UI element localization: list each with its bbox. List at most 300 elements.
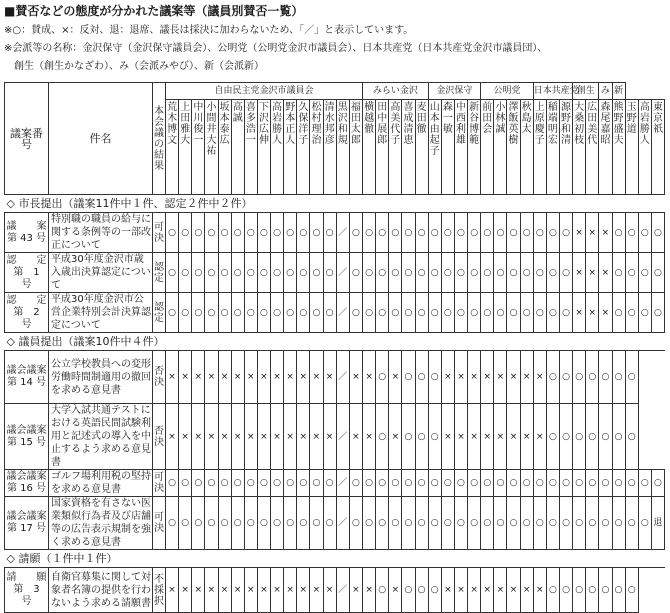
vote-mark: ○ — [625, 470, 638, 497]
vote-mark: ○ — [520, 497, 533, 550]
vote-mark: ○ — [546, 293, 559, 333]
vote-mark: × — [166, 404, 179, 470]
bill-result-text: 認定 — [154, 261, 164, 284]
vote-mark: ○ — [271, 470, 284, 497]
vote-mark: × — [494, 568, 507, 613]
vote-mark: × — [481, 351, 494, 404]
vote-mark: ○ — [520, 253, 533, 293]
vote-mark: ○ — [612, 351, 625, 404]
vote-mark: ○ — [428, 293, 441, 333]
bill-number — [5, 497, 49, 550]
vote-mark: ○ — [441, 470, 454, 497]
vote-mark: ○ — [257, 497, 270, 550]
vote-mark: × — [573, 213, 586, 253]
vote-mark: × — [573, 253, 586, 293]
member-name-header — [363, 100, 376, 195]
vote-mark: ○ — [559, 351, 572, 404]
vote-mark: ○ — [205, 470, 218, 497]
vote-mark: ○ — [546, 253, 559, 293]
member-name-header — [573, 100, 586, 195]
vote-mark: × — [310, 568, 323, 613]
vote-mark: ○ — [507, 253, 520, 293]
section-heading: ◇ 市長提出（議案11件中１件、認定２件中２件） — [5, 195, 665, 213]
vote-mark: ○ — [481, 470, 494, 497]
vote-mark: ○ — [402, 351, 415, 404]
column-header-number: 議案番号 — [5, 83, 49, 195]
vote-mark: ○ — [192, 293, 205, 333]
vote-mark: ○ — [257, 470, 270, 497]
bill-number-type: 議 案 — [6, 220, 47, 232]
vote-mark: ○ — [310, 470, 323, 497]
vote-mark: × — [231, 351, 244, 404]
vote-table — [4, 82, 665, 613]
vote-mark: ○ — [349, 497, 362, 550]
vote-mark: × — [271, 568, 284, 613]
bill-result — [153, 351, 166, 404]
vote-mark: ○ — [612, 253, 625, 293]
vote-mark: ○ — [533, 470, 546, 497]
vote-mark: ○ — [166, 497, 179, 550]
vote-mark: ○ — [389, 213, 402, 253]
vote-mark: ○ — [323, 253, 336, 293]
vote-mark: ○ — [271, 497, 284, 550]
vote-mark: × — [468, 351, 481, 404]
member-name-header-text: 田中展郎 — [377, 102, 388, 146]
vote-mark: ○ — [546, 351, 559, 404]
vote-mark: ○ — [402, 293, 415, 333]
vote-mark: ○ — [192, 253, 205, 293]
vote-mark: ○ — [651, 213, 664, 253]
member-name-header-text: 新谷博範 — [469, 102, 480, 146]
party-group-header: 日本共産党 — [533, 83, 572, 100]
vote-mark: × — [257, 351, 270, 404]
vote-mark: ○ — [573, 568, 586, 613]
vote-mark: × — [349, 568, 362, 613]
vote-mark: ○ — [231, 293, 244, 333]
bill-number — [5, 404, 49, 470]
vote-mark: ○ — [363, 293, 376, 333]
bill-title: 公立学校教員への変形労働時間制適用の撤回を求める意見書 — [49, 351, 153, 404]
vote-mark: ○ — [599, 497, 612, 550]
vote-mark: × — [323, 568, 336, 613]
vote-mark: ○ — [415, 404, 428, 470]
vote-mark: ○ — [428, 568, 441, 613]
member-name-header-text: 黒沢和規 — [337, 102, 348, 146]
vote-mark: ○ — [573, 470, 586, 497]
bill-title: 大学入試共通テストにおける英語民間試験利用と記述式の導入を中止するよう求める意見書 — [49, 404, 153, 470]
vote-mark: × — [271, 351, 284, 404]
vote-mark: ○ — [218, 253, 231, 293]
vote-mark: ○ — [533, 253, 546, 293]
member-name-header-text: 澤飯英樹 — [508, 102, 519, 146]
vote-mark: ○ — [376, 497, 389, 550]
member-name-header — [559, 100, 572, 195]
vote-mark: ○ — [546, 568, 559, 613]
table-row — [5, 470, 665, 497]
vote-mark: × — [494, 351, 507, 404]
vote-mark: ○ — [205, 213, 218, 253]
vote-mark: ○ — [179, 293, 192, 333]
vote-mark: ○ — [376, 351, 389, 404]
vote-mark: ○ — [507, 470, 520, 497]
vote-mark: ○ — [363, 253, 376, 293]
bill-result — [153, 568, 166, 613]
vote-mark: × — [520, 404, 533, 470]
vote-mark: × — [389, 404, 402, 470]
vote-mark: ○ — [586, 568, 599, 613]
vote-mark: ○ — [520, 213, 533, 253]
vote-mark: ○ — [205, 253, 218, 293]
vote-mark: ○ — [297, 213, 310, 253]
vote-mark: ○ — [612, 404, 625, 470]
vote-mark: × — [205, 404, 218, 470]
vote-mark: ○ — [402, 404, 415, 470]
bill-result — [153, 497, 166, 550]
vote-mark: × — [284, 568, 297, 613]
vote-mark: ○ — [166, 293, 179, 333]
section-row — [5, 550, 665, 568]
vote-mark: ○ — [323, 213, 336, 253]
vote-mark: ○ — [415, 253, 428, 293]
bill-result — [153, 213, 166, 253]
vote-mark: ○ — [559, 568, 572, 613]
vote-mark: ○ — [573, 497, 586, 550]
table-row — [5, 293, 665, 333]
member-name-header-text: 福田太郎 — [350, 102, 361, 146]
vote-mark: ○ — [586, 404, 599, 470]
vote-mark: ○ — [205, 497, 218, 550]
vote-mark: ○ — [257, 213, 270, 253]
vote-mark: × — [599, 293, 612, 333]
vote-mark: ○ — [376, 213, 389, 253]
member-name-header — [415, 100, 428, 195]
vote-mark: ○ — [454, 253, 467, 293]
vote-mark: × — [363, 351, 376, 404]
vote-mark: ○ — [376, 253, 389, 293]
vote-mark: ○ — [546, 213, 559, 253]
vote-mark: ○ — [612, 568, 625, 613]
member-name-header — [546, 100, 559, 195]
member-name-header-text: 横越徹 — [364, 102, 375, 135]
vote-mark: × — [231, 404, 244, 470]
vote-mark: × — [257, 404, 270, 470]
vote-mark: × — [454, 351, 467, 404]
vote-mark: × — [349, 404, 362, 470]
member-name-header — [323, 100, 336, 195]
vote-mark: ○ — [573, 404, 586, 470]
vote-mark: ○ — [625, 404, 638, 470]
vote-mark: ○ — [244, 293, 257, 333]
vote-mark: × — [441, 351, 454, 404]
vote-mark: ○ — [244, 497, 257, 550]
vote-mark: ○ — [231, 470, 244, 497]
member-name-header — [638, 100, 651, 195]
vote-mark: × — [441, 568, 454, 613]
vote-mark: ○ — [284, 253, 297, 293]
member-name-header-text: 中西利雄 — [455, 102, 466, 146]
vote-mark: ○ — [441, 253, 454, 293]
vote-mark: × — [271, 404, 284, 470]
vote-mark: ○ — [533, 497, 546, 550]
vote-mark: ○ — [402, 253, 415, 293]
vote-mark: × — [244, 351, 257, 404]
member-name-header-text: 麦田徹 — [416, 102, 427, 135]
member-name-header — [257, 100, 270, 195]
vote-mark: × — [218, 351, 231, 404]
vote-mark: ○ — [625, 351, 638, 404]
vote-mark: ○ — [192, 470, 205, 497]
vote-mark: ○ — [625, 293, 638, 333]
vote-mark: × — [520, 351, 533, 404]
vote-mark: ○ — [415, 470, 428, 497]
bill-number — [5, 253, 49, 293]
vote-mark: ○ — [599, 470, 612, 497]
vote-mark: ○ — [402, 497, 415, 550]
column-header-name: 件名 — [49, 83, 153, 195]
vote-mark: × — [284, 351, 297, 404]
vote-mark: ○ — [468, 293, 481, 333]
bill-title: 国家資格を有さない医業類似行為者及び店舗等の広告表示規制を強く求める意見書 — [49, 497, 153, 550]
column-header-result — [153, 83, 166, 195]
vote-mark: × — [441, 404, 454, 470]
vote-mark: ○ — [349, 253, 362, 293]
vote-mark: ○ — [323, 470, 336, 497]
vote-mark: × — [205, 351, 218, 404]
vote-mark: ○ — [612, 213, 625, 253]
vote-mark: ○ — [192, 213, 205, 253]
member-name-header — [376, 100, 389, 195]
member-name-header-text: 上原慶子 — [534, 102, 545, 146]
vote-mark: ○ — [271, 253, 284, 293]
vote-mark: ○ — [363, 470, 376, 497]
vote-mark: × — [481, 404, 494, 470]
bill-number-value: 第 3 号 — [13, 584, 50, 607]
vote-mark: ○ — [481, 497, 494, 550]
vote-mark: ○ — [376, 404, 389, 470]
party-group-header: 新 — [612, 83, 625, 100]
bill-number — [5, 568, 49, 613]
vote-mark: ○ — [428, 351, 441, 404]
vote-mark: × — [599, 213, 612, 253]
vote-mark: × — [192, 404, 205, 470]
section-row — [5, 333, 665, 351]
member-name-header-text: 高誠 — [232, 102, 243, 124]
vote-mark: 退 — [651, 497, 664, 550]
vote-mark: ○ — [546, 404, 559, 470]
bill-number-value: 第 15 号 — [6, 436, 47, 448]
member-name-header — [520, 100, 533, 195]
vote-mark: ○ — [415, 351, 428, 404]
bill-number — [5, 293, 49, 333]
vote-mark: ○ — [559, 497, 572, 550]
vote-mark: ○ — [363, 213, 376, 253]
vote-mark: ○ — [507, 497, 520, 550]
vote-mark: ○ — [415, 213, 428, 253]
bill-number-type: 議会議案 — [6, 511, 47, 522]
member-name-header-text: 小林誠 — [495, 102, 506, 135]
vote-mark: × — [468, 568, 481, 613]
member-name-header — [612, 100, 625, 195]
member-name-header — [428, 100, 441, 195]
bill-title: 平成30年度金沢市公営企業特別会計決算認定について — [49, 293, 153, 333]
member-name-header — [441, 100, 454, 195]
vote-mark: ○ — [231, 213, 244, 253]
vote-mark: ○ — [376, 568, 389, 613]
vote-mark: ○ — [297, 293, 310, 333]
vote-mark: ○ — [559, 293, 572, 333]
bill-result-text: 可決 — [154, 472, 164, 494]
table-row — [5, 253, 665, 293]
vote-mark: ○ — [481, 293, 494, 333]
vote-mark: ／ — [336, 213, 349, 253]
vote-mark: × — [363, 568, 376, 613]
bill-result-text: 可決 — [154, 512, 164, 534]
member-name-header-text: 荒木博文 — [167, 102, 178, 146]
vote-mark: ○ — [402, 470, 415, 497]
bill-number-type: 認 定 — [6, 254, 47, 266]
vote-mark: ○ — [586, 470, 599, 497]
vote-mark: ○ — [599, 404, 612, 470]
vote-mark: × — [231, 568, 244, 613]
vote-mark: ○ — [179, 470, 192, 497]
section-row — [5, 195, 665, 213]
vote-mark: ○ — [349, 470, 362, 497]
vote-mark: ○ — [494, 293, 507, 333]
vote-mark: × — [481, 568, 494, 613]
bill-result — [153, 293, 166, 333]
vote-mark: ○ — [402, 568, 415, 613]
vote-mark: × — [507, 404, 520, 470]
vote-mark: ○ — [625, 253, 638, 293]
bill-number-type: 議会議案 — [6, 365, 47, 376]
table-row — [5, 213, 665, 253]
member-name-header-text: 久保洋子 — [298, 102, 309, 146]
member-name-header-text: 高岩勝人 — [639, 102, 650, 146]
member-name-header — [389, 100, 402, 195]
bill-number-type: 認 定 — [6, 294, 47, 306]
member-name-header-text: 上田雅大 — [180, 102, 191, 146]
bill-number-value: 第 1 号 — [13, 266, 50, 290]
vote-mark: ○ — [520, 293, 533, 333]
party-names-note: ※会派等の名称：金沢保守（金沢保守議員会）、公明党（公明党金沢市議員会）、日本共産党（日本共産党金沢市議員団）、 — [4, 43, 548, 54]
vote-mark: ○ — [651, 253, 664, 293]
vote-mark: × — [192, 351, 205, 404]
vote-mark: × — [297, 404, 310, 470]
vote-mark: × — [218, 404, 231, 470]
member-name-header-text: 広田美代 — [587, 102, 598, 146]
vote-mark: ○ — [244, 213, 257, 253]
member-name-header — [651, 100, 664, 195]
bill-number-value: 第 43 号 — [6, 232, 47, 244]
vote-mark: ○ — [218, 293, 231, 333]
vote-mark: ○ — [612, 497, 625, 550]
bill-result-text: 否決 — [154, 425, 164, 448]
party-names-note-continued: 創生（創生かなざわ）、み（会派みやび）、新（会派新） — [14, 61, 264, 72]
table-row — [5, 568, 665, 613]
vote-mark: × — [586, 293, 599, 333]
vote-mark: × — [533, 568, 546, 613]
bill-result — [153, 253, 166, 293]
vote-mark: × — [573, 293, 586, 333]
member-name-header-text: 森一敏 — [442, 102, 453, 135]
vote-mark: ○ — [218, 470, 231, 497]
vote-mark: ○ — [625, 213, 638, 253]
member-name-header-text: 東京祇 — [652, 102, 663, 135]
vote-mark: ○ — [454, 213, 467, 253]
member-name-header-text: 下沢広伸 — [258, 102, 269, 146]
bill-number-type: 議会議案 — [6, 424, 47, 436]
vote-mark: ○ — [257, 253, 270, 293]
vote-mark: ○ — [179, 253, 192, 293]
vote-mark: × — [494, 404, 507, 470]
member-name-header — [310, 100, 323, 195]
section-heading: ◇ 請願（１件中１件） — [5, 550, 665, 568]
vote-mark: × — [586, 253, 599, 293]
vote-mark: ○ — [638, 497, 651, 550]
table-row — [5, 351, 665, 404]
member-name-header — [468, 100, 481, 195]
vote-mark: ○ — [231, 497, 244, 550]
vote-mark: ○ — [494, 253, 507, 293]
vote-mark: ○ — [257, 293, 270, 333]
member-name-header — [205, 100, 218, 195]
vote-mark: ○ — [244, 253, 257, 293]
member-name-header-text: 森尾嘉昭 — [600, 102, 611, 146]
member-name-header — [244, 100, 257, 195]
member-name-header — [192, 100, 205, 195]
vote-mark: ○ — [297, 253, 310, 293]
vote-mark: × — [454, 568, 467, 613]
column-header-result-text: 本会議の結果 — [154, 105, 164, 172]
vote-mark: ○ — [507, 213, 520, 253]
bill-number-value: 第 16 号 — [6, 483, 47, 494]
party-group-header: 公明党 — [481, 83, 534, 100]
vote-mark: × — [363, 404, 376, 470]
vote-mark: × — [166, 568, 179, 613]
party-group-header: みらい金沢 — [363, 83, 429, 100]
vote-mark: ／ — [336, 293, 349, 333]
vote-mark: ○ — [481, 213, 494, 253]
vote-mark: ○ — [468, 213, 481, 253]
vote-mark: ○ — [389, 497, 402, 550]
vote-mark: ○ — [271, 213, 284, 253]
bill-number-type: 議会議案 — [6, 471, 47, 482]
member-name-header — [533, 100, 546, 195]
bill-number-value: 第 17 号 — [6, 523, 47, 534]
vote-mark: ○ — [310, 253, 323, 293]
vote-mark: × — [349, 351, 362, 404]
vote-mark: × — [297, 568, 310, 613]
vote-mark: ○ — [205, 293, 218, 333]
member-name-header-text: 喜多浩一 — [245, 102, 256, 146]
page-title: ■賛否などの態度が分かれた議案等（議員別賛否一覧） — [4, 4, 304, 18]
member-name-header — [336, 100, 349, 195]
bill-number — [5, 213, 49, 253]
vote-mark: × — [533, 404, 546, 470]
vote-mark: ○ — [507, 293, 520, 333]
vote-mark: ○ — [166, 213, 179, 253]
member-name-header — [284, 100, 297, 195]
bill-title: 特別職の職員の給与に関する条例等の一部改正について — [49, 213, 153, 253]
vote-mark: ○ — [310, 497, 323, 550]
vote-mark: ○ — [310, 293, 323, 333]
member-name-header-text: 稲端明宏 — [547, 102, 558, 146]
vote-mark: ○ — [494, 213, 507, 253]
vote-mark: ○ — [559, 470, 572, 497]
vote-mark: ○ — [297, 497, 310, 550]
member-name-header-text: 清水邦彦 — [324, 102, 335, 146]
bill-result-text: 可決 — [154, 221, 164, 244]
